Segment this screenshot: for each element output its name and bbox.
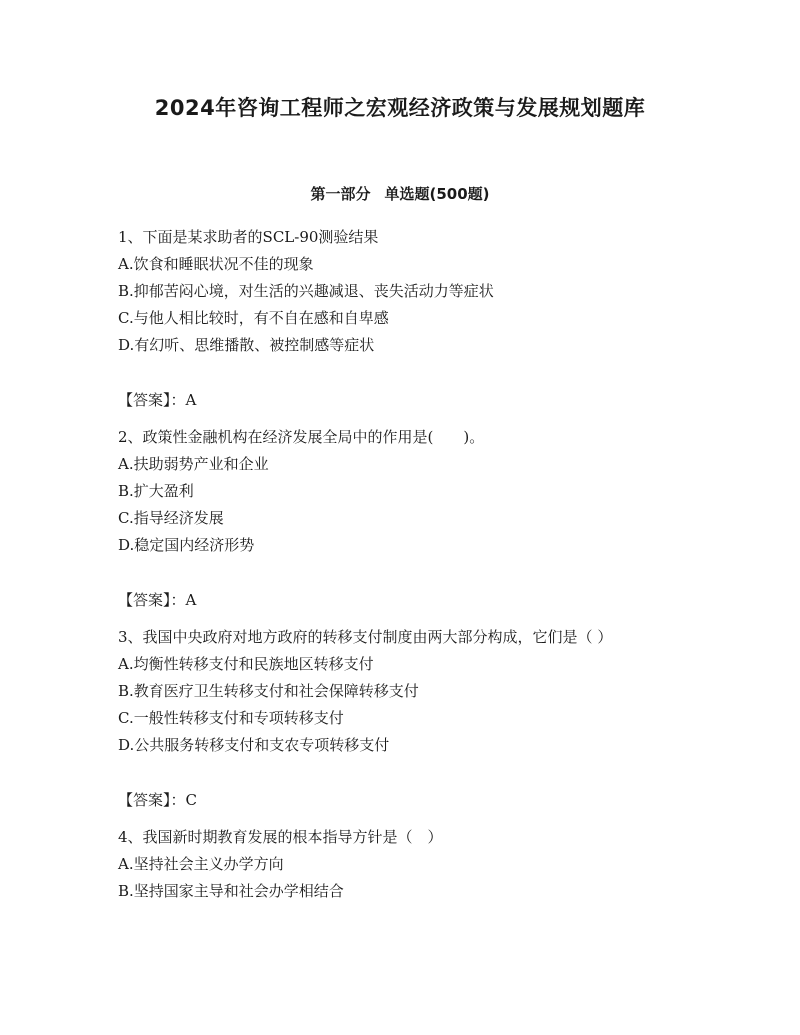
question-1-option-d: D.有幻听、思维播散、被控制感等症状: [118, 336, 375, 354]
question-1: [118, 224, 718, 359]
question-2-option-c: C.指导经济发展: [118, 509, 224, 527]
question-2-option-b: B.扩大盈利: [118, 482, 194, 500]
section-name: 单选题(500题): [384, 185, 490, 203]
question-list: [118, 224, 718, 905]
question-3-text: 3、我国中央政府对地方政府的转移支付制度由两大部分构成，它们是（ ）: [118, 628, 613, 646]
question-1-option-b: B.抑郁苦闷心境，对生活的兴趣减退、丧失活动力等症状: [118, 282, 494, 300]
question-2: [118, 424, 718, 559]
question-2-answer: 【答案】：A: [118, 591, 197, 609]
question-2-option-d: D.稳定国内经济形势: [118, 536, 255, 554]
question-2-option-a: A.扶助弱势产业和企业: [118, 455, 269, 473]
question-1-option-a: A.饮食和睡眠状况不佳的现象: [118, 255, 314, 273]
question-3-answer: 【答案】：C: [118, 791, 197, 809]
question-4: [118, 824, 718, 905]
question-1-option-c: C.与他人相比较时，有不自在感和自卑感: [118, 309, 389, 327]
question-3: [118, 624, 718, 759]
question-3-option-a: A.均衡性转移支付和民族地区转移支付: [118, 655, 374, 673]
question-3-option-d: D.公共服务转移支付和支农专项转移支付: [118, 736, 390, 754]
section-heading: [0, 183, 800, 204]
question-1-answer: 【答案】：A: [118, 391, 197, 409]
document-title: 2024年咨询工程师之宏观经济政策与发展规划题库: [154, 96, 646, 120]
question-3-option-b: B.教育医疗卫生转移支付和社会保障转移支付: [118, 682, 419, 700]
question-1-text: 1、下面是某求助者的SCL-90测验结果: [118, 228, 379, 246]
question-2-text: 2、政策性金融机构在经济发展全局中的作用是( )。: [118, 428, 485, 446]
section-part: 第一部分: [310, 185, 371, 203]
question-4-option-a: A.坚持社会主义办学方向: [118, 855, 284, 873]
question-4-option-b: B.坚持国家主导和社会办学相结合: [118, 882, 344, 900]
question-4-text: 4、我国新时期教育发展的根本指导方针是（ ）: [118, 828, 443, 846]
question-3-option-c: C.一般性转移支付和专项转移支付: [118, 709, 344, 727]
